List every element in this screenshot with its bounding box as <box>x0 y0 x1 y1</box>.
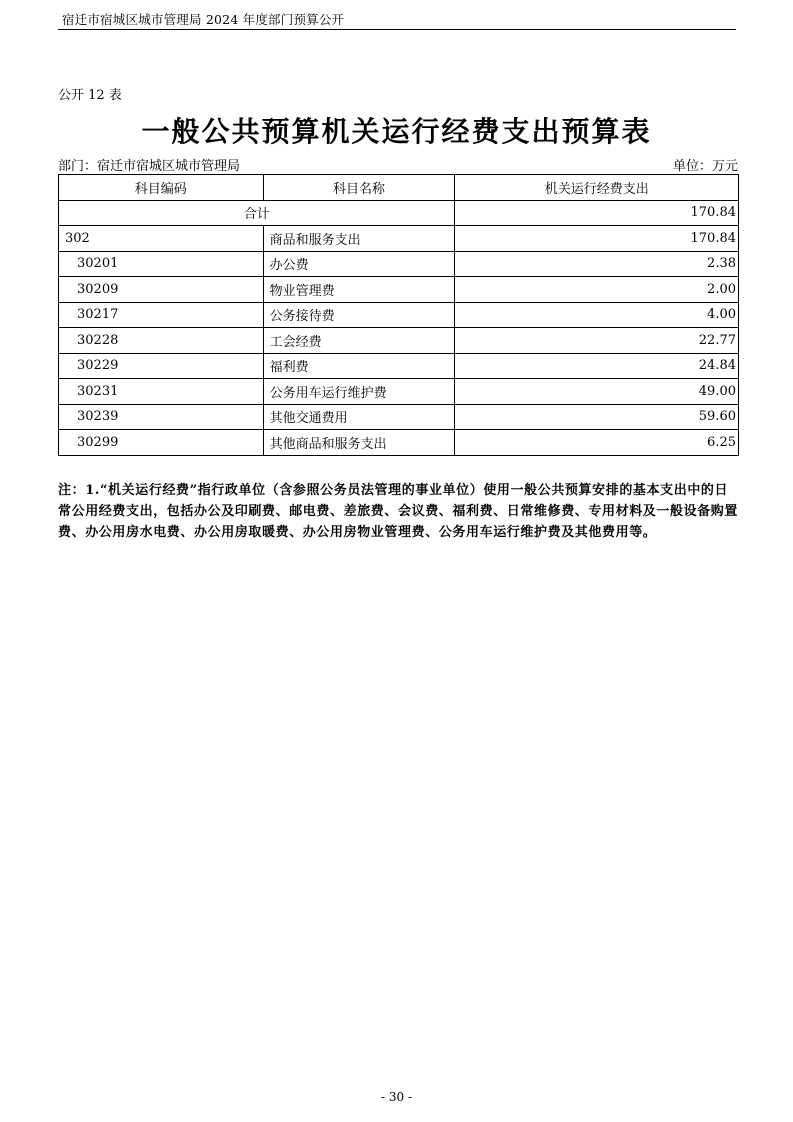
row-value: 24.84 <box>455 353 739 379</box>
row-code: 30231 <box>59 379 264 405</box>
group-row <box>59 226 739 252</box>
table-row <box>59 379 739 405</box>
row-value: 49.00 <box>455 379 739 405</box>
row-code: 30228 <box>59 328 264 354</box>
total-value: 170.84 <box>455 200 739 226</box>
row-value: 2.00 <box>455 277 739 303</box>
page-number: - 30 - <box>380 1090 412 1104</box>
department-label: 部门：宿迁市宿城区城市管理局 <box>58 159 241 174</box>
group-name: 商品和服务支出 <box>263 226 455 252</box>
row-code: 30209 <box>59 277 264 303</box>
row-value: 2.38 <box>455 251 739 277</box>
row-code: 30229 <box>59 353 264 379</box>
row-name: 公务用车运行维护费 <box>263 379 455 405</box>
row-name: 办公费 <box>263 251 455 277</box>
column-header-name: 科目名称 <box>263 175 455 201</box>
header-rule <box>58 29 736 30</box>
table-row <box>59 302 739 328</box>
row-code: 30239 <box>59 404 264 430</box>
row-value: 4.00 <box>455 302 739 328</box>
table-row <box>59 353 739 379</box>
table-row <box>59 404 739 430</box>
row-value: 59.60 <box>455 404 739 430</box>
meta-row <box>58 155 738 174</box>
table-row <box>59 328 739 354</box>
unit-label: 单位：万元 <box>672 159 738 174</box>
group-code: 302 <box>59 226 264 252</box>
total-row <box>59 200 739 226</box>
row-value: 22.77 <box>455 328 739 354</box>
row-code: 30201 <box>59 251 264 277</box>
column-header-amount: 机关运行经费支出 <box>455 175 739 201</box>
row-name: 物业管理费 <box>263 277 455 303</box>
total-label: 合计 <box>59 200 455 226</box>
row-name: 其他交通费用 <box>263 404 455 430</box>
table-row <box>59 251 739 277</box>
table-header-row <box>59 175 739 201</box>
page-title: 一般公共预算机关运行经费支出预算表 <box>141 115 652 148</box>
row-code: 30217 <box>59 302 264 328</box>
group-value: 170.84 <box>455 226 739 252</box>
footnote: 注：1.“机关运行经费”指行政单位（含参照公务员法管理的事业单位）使用一般公共预算安排的基本支出中的日常公用经费支出，包括办公及印刷费、邮电费、差旅费、会议费、福利费、日常维修费、专用材料及一般设备购置费、办公用房水电费、办公用房取暖费、办公用房物业管理费、公务用车运行维护费及其他费用等。 <box>58 483 739 540</box>
table-row <box>59 277 739 303</box>
column-header-code: 科目编码 <box>59 175 264 201</box>
row-name: 公务接待费 <box>263 302 455 328</box>
table-row <box>59 430 739 456</box>
row-value: 6.25 <box>455 430 739 456</box>
running-header: 宿迁市宿城区城市管理局 2024 年度部门预算公开 <box>62 12 345 27</box>
row-name: 福利费 <box>263 353 455 379</box>
budget-table <box>58 174 739 456</box>
row-code: 30299 <box>59 430 264 456</box>
row-name: 其他商品和服务支出 <box>263 430 455 456</box>
row-name: 工会经费 <box>263 328 455 354</box>
table-number: 公开 12 表 <box>58 88 122 103</box>
